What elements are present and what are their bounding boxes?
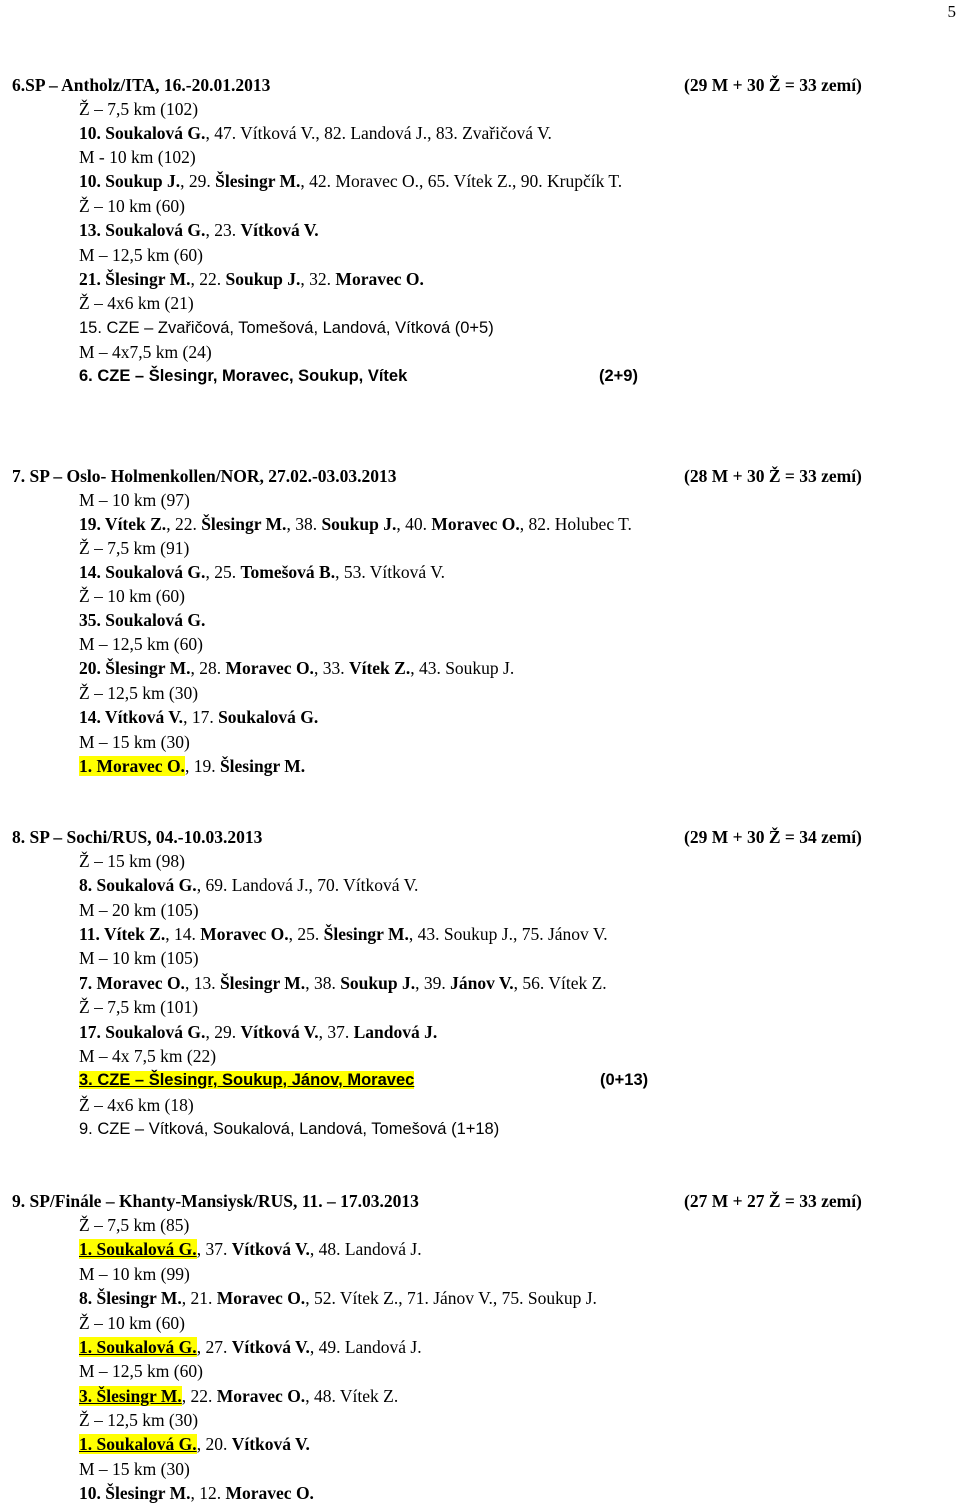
race-label: Ž – 7,5 km (85) bbox=[79, 1215, 190, 1235]
highlight-podium: 1. Moravec O. bbox=[79, 756, 185, 776]
race-label: M – 12,5 km (60) bbox=[79, 245, 203, 265]
race-label: Ž – 12,5 km (30) bbox=[79, 683, 199, 703]
race-results: 15. CZE – Zvařičová, Tomešová, Landová, Vítková (0+5) bbox=[79, 319, 494, 337]
race-label: Ž – 15 km (98) bbox=[79, 851, 185, 871]
race-results: 9. CZE – Vítková, Soukalová, Landová, Tomešová (1+18) bbox=[79, 1120, 500, 1138]
race-results: 8. Soukalová G., 69. Landová J., 70. Vítková V. bbox=[79, 875, 419, 895]
countries-count: (28 M + 30 Ž = 33 zemí) bbox=[684, 466, 862, 486]
race-label: M – 10 km (97) bbox=[79, 490, 190, 510]
race-results: 1. Soukalová G., 20. Vítková V. bbox=[79, 1434, 310, 1454]
race-results: 7. Moravec O., 13. Šlesingr M., 38. Soukup J., 39. Jánov V., 56. Vítek Z. bbox=[79, 973, 607, 993]
race-label: Ž – 4x6 km (21) bbox=[79, 293, 194, 313]
race-results: 10. Šlesingr M., 12. Moravec O. bbox=[79, 1483, 314, 1503]
race-label: M – 15 km (30) bbox=[79, 732, 190, 752]
race-results: 13. Soukalová G., 23. Vítková V. bbox=[79, 220, 319, 240]
race-label: Ž – 10 km (60) bbox=[79, 586, 185, 606]
race-results: 17. Soukalová G., 29. Vítková V., 37. Landová J. bbox=[79, 1022, 438, 1042]
section-title: 6.SP – Antholz/ITA, 16.-20.01.2013 (29 M + 30 Ž = 33 zemí) bbox=[12, 75, 862, 95]
race-results: 6. CZE – Šlesingr, Moravec, Soukup, Vítek (2+9) bbox=[79, 367, 638, 385]
race-results: 20. Šlesingr M., 28. Moravec O., 33. Vítek Z., 43. Soukup J. bbox=[79, 658, 515, 678]
race-label: Ž – 10 km (60) bbox=[79, 196, 185, 216]
race-results: 3. Šlesingr M., 22. Moravec O., 48. Vítek Z. bbox=[79, 1386, 399, 1406]
race-results: 19. Vítek Z., 22. Šlesingr M., 38. Soukup J., 40. Moravec O., 82. Holubec T. bbox=[79, 514, 632, 534]
race-label: M – 15 km (30) bbox=[79, 1459, 190, 1479]
race-results: 1. Soukalová G., 27. Vítková V., 49. Landová J. bbox=[79, 1337, 422, 1357]
race-results: 10. Soukalová G., 47. Vítková V., 82. Landová J., 83. Zvařičová V. bbox=[79, 123, 552, 143]
race-results: 1. Soukalová G., 37. Vítková V., 48. Landová J. bbox=[79, 1239, 422, 1259]
race-results: 8. Šlesingr M., 21. Moravec O., 52. Vítek Z., 71. Jánov V., 75. Soukup J. bbox=[79, 1288, 597, 1308]
highlight-podium: 1. Soukalová G. bbox=[79, 1239, 197, 1259]
section-title: 8. SP – Sochi/RUS, 04.-10.03.2013 (29 M + 30 Ž = 34 zemí) bbox=[12, 827, 862, 847]
race-label: M – 4x7,5 km (24) bbox=[79, 342, 212, 362]
page-number: 5 bbox=[947, 2, 956, 21]
race-label: M – 4x 7,5 km (22) bbox=[79, 1046, 217, 1066]
race-label: Ž – 7,5 km (91) bbox=[79, 538, 190, 558]
race-label: Ž – 7,5 km (101) bbox=[79, 997, 199, 1017]
countries-count: (29 M + 30 Ž = 34 zemí) bbox=[684, 827, 862, 847]
countries-count: (29 M + 30 Ž = 33 zemí) bbox=[684, 75, 862, 95]
race-label: M – 12,5 km (60) bbox=[79, 1361, 203, 1381]
race-results: 14. Vítková V., 17. Soukalová G. bbox=[79, 707, 319, 727]
highlight-podium: 3. Šlesingr M. bbox=[79, 1386, 182, 1406]
race-label: Ž – 4x6 km (18) bbox=[79, 1095, 194, 1115]
section-title: 9. SP/Finále – Khanty-Mansiysk/RUS, 11. – 17.03.2013 (27 M + 27 Ž = 33 zemí) bbox=[12, 1191, 862, 1211]
race-label: M – 10 km (99) bbox=[79, 1264, 190, 1284]
race-label: M – 10 km (105) bbox=[79, 948, 199, 968]
highlight-podium: 3. CZE – Šlesingr, Soukup, Jánov, Moravec bbox=[79, 1071, 415, 1089]
race-results: 10. Soukup J., 29. Šlesingr M., 42. Moravec O., 65. Vítek Z., 90. Krupčík T. bbox=[79, 171, 623, 191]
race-label: Ž – 12,5 km (30) bbox=[79, 1410, 199, 1430]
race-label: Ž – 7,5 km (102) bbox=[79, 99, 199, 119]
race-label: M - 10 km (102) bbox=[79, 147, 196, 167]
race-results: 1. Moravec O., 19. Šlesingr M. bbox=[79, 756, 306, 776]
countries-count: (27 M + 27 Ž = 33 zemí) bbox=[684, 1191, 862, 1211]
section-title: 7. SP – Oslo- Holmenkollen/NOR, 27.02.-03.03.2013 (28 M + 30 Ž = 33 zemí) bbox=[12, 466, 862, 486]
race-label: Ž – 10 km (60) bbox=[79, 1313, 185, 1333]
race-results: 21. Šlesingr M., 22. Soukup J., 32. Moravec O. bbox=[79, 269, 424, 289]
race-results: 35. Soukalová G. bbox=[79, 610, 206, 630]
race-label: M – 12,5 km (60) bbox=[79, 634, 203, 654]
race-results: 11. Vítek Z., 14. Moravec O., 25. Šlesingr M., 43. Soukup J., 75. Jánov V. bbox=[79, 924, 608, 944]
highlight-podium: 1. Soukalová G. bbox=[79, 1434, 197, 1454]
race-results: 14. Soukalová G., 25. Tomešová B., 53. Vítková V. bbox=[79, 562, 445, 582]
race-label: M – 20 km (105) bbox=[79, 900, 199, 920]
highlight-podium: 1. Soukalová G. bbox=[79, 1337, 197, 1357]
race-results: 3. CZE – Šlesingr, Soukup, Jánov, Moravec (0+13) bbox=[79, 1071, 649, 1089]
